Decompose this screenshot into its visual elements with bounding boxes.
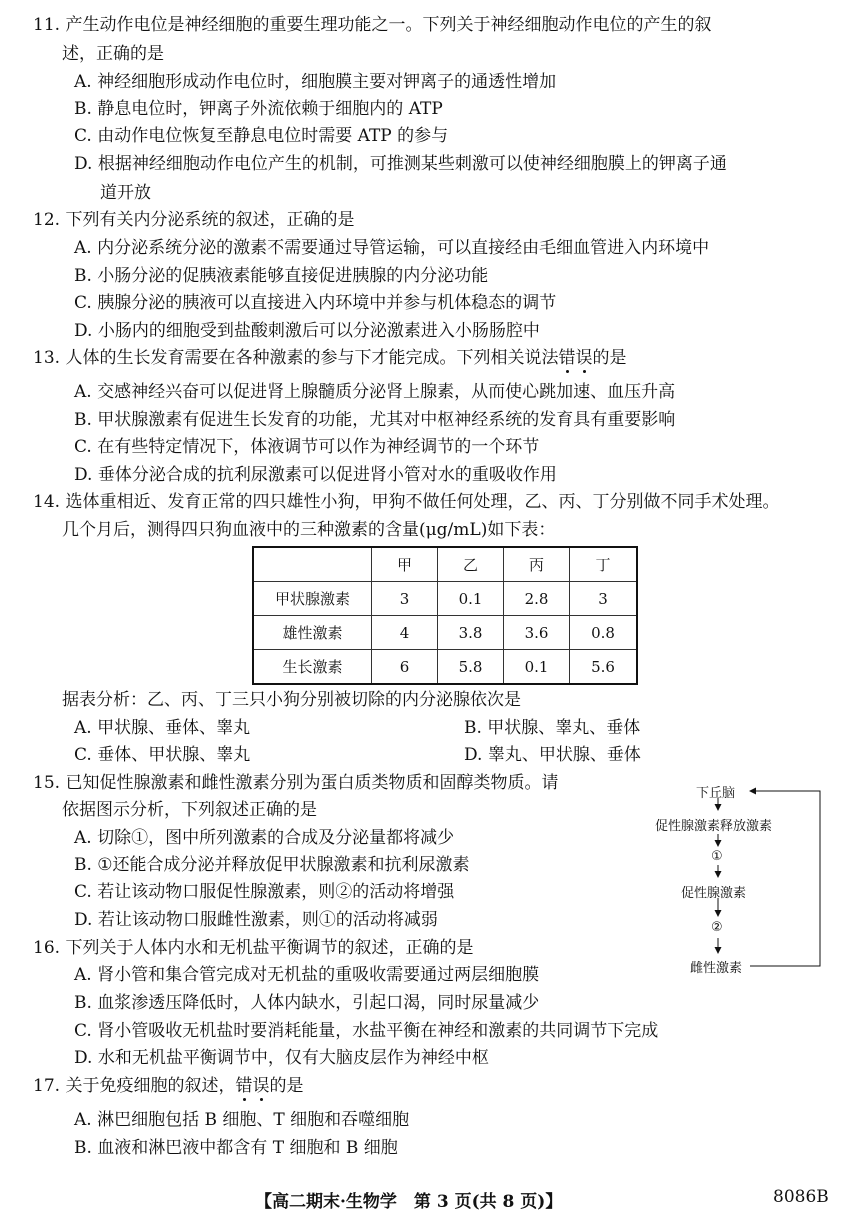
q16-option-b: B. 血浆渗透压降低时，人体内缺水，引起口渴，同时尿量减少 — [74, 993, 540, 1013]
q11-stem-line2: 述，正确的是 — [62, 44, 164, 64]
table-cell: 3.6 — [504, 616, 570, 650]
table-cell: 0.8 — [570, 616, 638, 650]
q13-option-d: D. 垂体分泌合成的抗利尿激素可以促进肾小管对水的重吸收作用 — [74, 465, 557, 485]
table-header-cell: 丁 — [570, 547, 638, 582]
table-cell: 0.1 — [504, 650, 570, 685]
q17-stem — [33, 1074, 303, 1098]
q13-option-c: C. 在有些特定情况下，体液调节可以作为神经调节的一个环节 — [74, 437, 540, 457]
table-cell: 0.1 — [438, 582, 504, 616]
table-row — [253, 582, 637, 616]
diagram-node-1: ① — [711, 849, 723, 864]
table-cell: 甲状腺激素 — [253, 582, 372, 616]
table-cell: 5.8 — [438, 650, 504, 685]
diagram-node-estrogen: 雌性激素 — [690, 961, 743, 976]
q11-option-b: B. 静息电位时，钾离子外流依赖于细胞内的 ATP — [74, 99, 443, 119]
q11-option-d-line2: 道开放 — [100, 183, 151, 203]
q16-option-a: A. 肾小管和集合管完成对无机盐的重吸收需要通过两层细胞膜 — [74, 965, 540, 985]
table-header-cell: 丙 — [504, 547, 570, 582]
q17-emphasis-char-1: 错 — [235, 1076, 253, 1096]
q13-option-b: B. 甲状腺激素有促进生长发育的功能，尤其对中枢神经系统的发育具有重要影响 — [74, 410, 676, 430]
table-row — [253, 650, 637, 685]
table-header-cell — [253, 547, 372, 582]
table-header-cell: 甲 — [372, 547, 438, 582]
q17-stem-tail: 的是 — [269, 1076, 304, 1096]
table-header-cell: 乙 — [438, 547, 504, 582]
q11-option-c: C. 由动作电位恢复至静息电位时需要 ATP 的参与 — [74, 126, 449, 146]
diagram-node-gnrh: 促性腺激素释放激素 — [655, 819, 773, 834]
table-cell: 6 — [372, 650, 438, 685]
q13-stem — [33, 346, 626, 370]
q16-option-d: D. 水和无机盐平衡调节中，仅有大脑皮层作为神经中枢 — [74, 1048, 489, 1068]
q15-option-d: D. 若让该动物口服雌性激素，则①的活动将减弱 — [74, 910, 438, 930]
table-cell: 3.8 — [438, 616, 504, 650]
q14-stem-line2: 几个月后，测得四只狗血液中的三种激素的含量(μg/mL)如下表： — [62, 520, 556, 540]
table-cell: 5.6 — [570, 650, 638, 685]
q14-option-a: A. 甲状腺、垂体、睾丸 — [74, 718, 251, 738]
page-footer: 【高二期末·生物学 第 3 页(共 8 页)】 — [255, 1192, 563, 1212]
q15-option-c: C. 若让该动物口服促性腺激素，则②的活动将增强 — [74, 882, 455, 902]
q12-option-a: A. 内分泌系统分泌的激素不需要通过导管运输，可以直接经由毛细血管进入内环境中 — [74, 238, 710, 258]
q12-option-c: C. 胰腺分泌的胰液可以直接进入内环境中并参与机体稳态的调节 — [74, 293, 557, 313]
q17-stem-text: 17. 关于免疫细胞的叙述， — [33, 1076, 236, 1096]
table-cell: 3 — [570, 582, 638, 616]
table-cell: 4 — [372, 616, 438, 650]
q13-emphasis-char-2: 误 — [575, 348, 593, 368]
q16-stem: 16. 下列关于人体内水和无机盐平衡调节的叙述，正确的是 — [33, 938, 474, 958]
table-cell: 2.8 — [504, 582, 570, 616]
q17-emphasis-char-2: 误 — [252, 1076, 270, 1096]
table-header-row — [253, 547, 637, 582]
q11-option-a: A. 神经细胞形成动作电位时，细胞膜主要对钾离子的通透性增加 — [74, 72, 557, 92]
q14-option-c: C. 垂体、甲状腺、睾丸 — [74, 745, 251, 765]
table-cell: 雄性激素 — [253, 616, 372, 650]
table-cell: 3 — [372, 582, 438, 616]
q11-option-d-line1: D. 根据神经细胞动作电位产生的机制，可推测某些刺激可以使神经细胞膜上的钾离子通 — [74, 154, 727, 174]
q13-stem-text: 13. 人体的生长发育需要在各种激素的参与下才能完成。下列相关说法 — [33, 348, 559, 368]
table-cell: 生长激素 — [253, 650, 372, 685]
q16-option-c: C. 肾小管吸收无机盐时要消耗能量，水盐平衡在神经和激素的共同调节下完成 — [74, 1021, 659, 1041]
q17-option-b: B. 血液和淋巴液中都含有 T 细胞和 B 细胞 — [74, 1138, 398, 1158]
q13-stem-tail: 的是 — [592, 348, 627, 368]
hormone-regulation-diagram — [640, 770, 830, 980]
q12-option-d: D. 小肠内的细胞受到盐酸刺激后可以分泌激素进入小肠肠腔中 — [74, 321, 540, 341]
q14-option-b: B. 甲状腺、睾丸、垂体 — [464, 718, 641, 738]
diagram-arrows — [640, 770, 830, 980]
q15-option-b: B. ①还能合成分泌并释放促甲状腺激素和抗利尿激素 — [74, 855, 470, 875]
paper-code: 8086B — [773, 1187, 829, 1207]
table-row — [253, 616, 637, 650]
q15-stem-line2: 依据图示分析，下列叙述正确的是 — [62, 800, 317, 820]
diagram-node-hypothalamus: 下丘脑 — [696, 786, 736, 801]
q12-option-b: B. 小肠分泌的促胰液素能够直接促进胰腺的内分泌功能 — [74, 266, 489, 286]
q14-stem-line1: 14. 选体重相近、发育正常的四只雄性小狗，甲狗不做任何处理，乙、丙、丁分别做不同手术处理。 — [33, 492, 780, 512]
q13-emphasis-char-1: 错 — [558, 348, 576, 368]
q13-option-a: A. 交感神经兴奋可以促进肾上腺髓质分泌肾上腺素，从而使心跳加速、血压升高 — [74, 382, 676, 402]
q11-stem-line1: 11. 产生动作电位是神经细胞的重要生理功能之一。下列关于神经细胞动作电位的产生的叙 — [33, 15, 712, 35]
diagram-node-gonadotropin: 促性腺激素 — [681, 886, 747, 901]
q12-stem: 12. 下列有关内分泌系统的叙述，正确的是 — [33, 210, 355, 230]
hormone-table — [252, 546, 638, 685]
q15-stem-line1: 15. 已知促性腺激素和雌性激素分别为蛋白质类物质和固醇类物质。请 — [33, 773, 559, 793]
q14-analysis: 据表分析：乙、丙、丁三只小狗分别被切除的内分泌腺依次是 — [62, 690, 521, 710]
q15-option-a: A. 切除①，图中所列激素的合成及分泌量都将减少 — [74, 828, 455, 848]
q17-option-a: A. 淋巴细胞包括 B 细胞、T 细胞和吞噬细胞 — [74, 1110, 410, 1130]
q14-option-d: D. 睾丸、甲状腺、垂体 — [464, 745, 641, 765]
diagram-node-2: ② — [711, 920, 723, 935]
